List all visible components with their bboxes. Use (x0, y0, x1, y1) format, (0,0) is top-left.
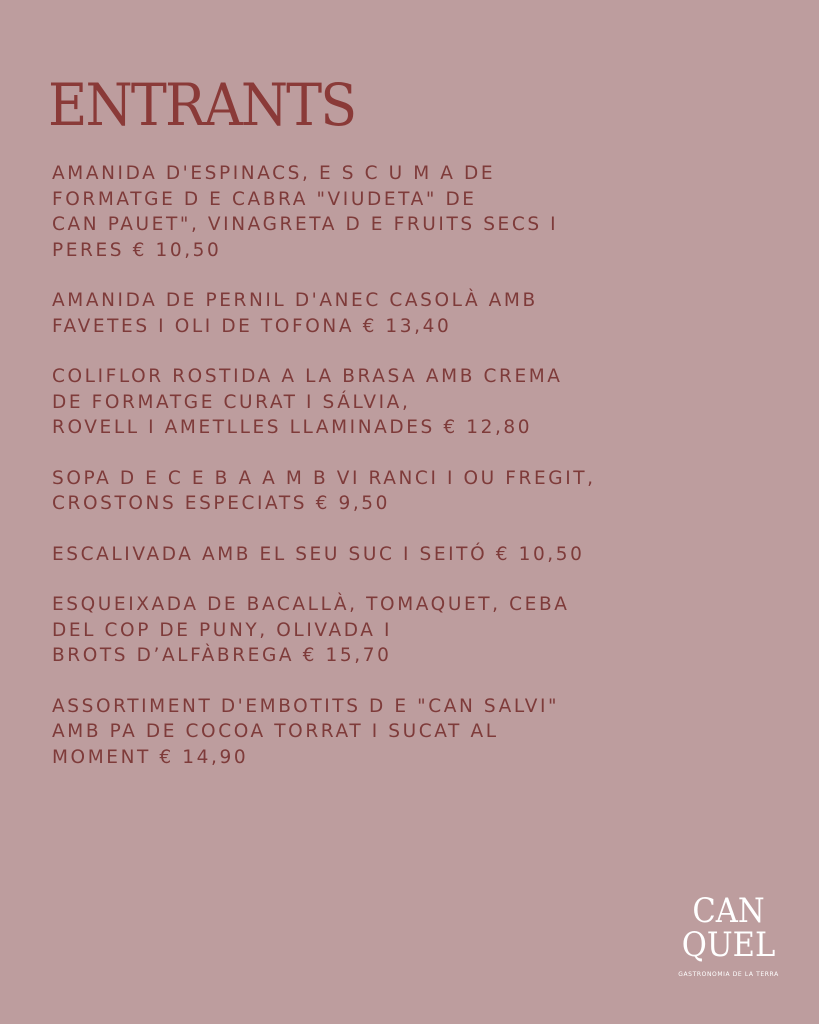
dish-item (52, 288, 772, 339)
dish-item (52, 592, 772, 669)
logo-tagline: GASTRONOMIA DE LA TERRA (678, 971, 779, 978)
dish-item (52, 161, 772, 263)
dish-line: AMANIDA DE PERNIL D'ANEC CASOLÀ AMB (52, 290, 538, 311)
dish-line: BROTS D’ALFÀBREGA € 15,70 (52, 645, 392, 666)
logo-line-1: CAN (692, 891, 765, 931)
dish-line: ASSORTIMENT D'EMBOTITS D E "CAN SALVI" (52, 695, 560, 717)
dish-line: COLIFLOR ROSTIDA A LA BRASA AMB CREMA (52, 366, 563, 387)
dish-line: FORMATGE D E CABRA "VIUDETA" DE (52, 188, 477, 210)
dish-line: DE FORMATGE CURAT I SÁLVIA, (52, 391, 411, 413)
dish-line: ROVELL I AMETLLES LLAMINADES € 12,80 (52, 417, 533, 438)
dish-list (52, 161, 772, 795)
dish-line: CAN PAUET", VINAGRETA D E FRUITS SECS I (52, 214, 559, 235)
dish-line: AMB PA DE COCOA TORRAT I SUCAT AL (52, 721, 499, 742)
dish-item (52, 466, 772, 517)
dish-line: DEL COP DE PUNY, OLIVADA I (52, 619, 393, 641)
dish-line: CROSTONS ESPECIATS € 9,50 (52, 493, 391, 514)
dish-item (52, 694, 772, 771)
page-title: ENTRANTS (48, 71, 356, 139)
dish-line: PERES € 10,50 (52, 239, 222, 261)
dish-item (52, 364, 772, 441)
dish-line: MOMENT € 14,90 (52, 746, 249, 768)
dish-line: FAVETES I OLI DE TOFONA € 13,40 (52, 315, 452, 337)
dish-line: SOPA D E C E B A A M B VI RANCI I OU FREGIT, (52, 467, 596, 489)
dish-line: ESQUEIXADA DE BACALLÀ, TOMAQUET, CEBA (52, 594, 570, 615)
logo-line-2: QUEL (681, 925, 776, 965)
dish-item (52, 542, 772, 568)
dish-line: ESCALIVADA AMB EL SEU SUC I SEITÓ € 10,50 (52, 543, 585, 565)
brand-logo (676, 891, 781, 978)
dish-line: AMANIDA D'ESPINACS, E S C U M A DE (52, 163, 496, 184)
